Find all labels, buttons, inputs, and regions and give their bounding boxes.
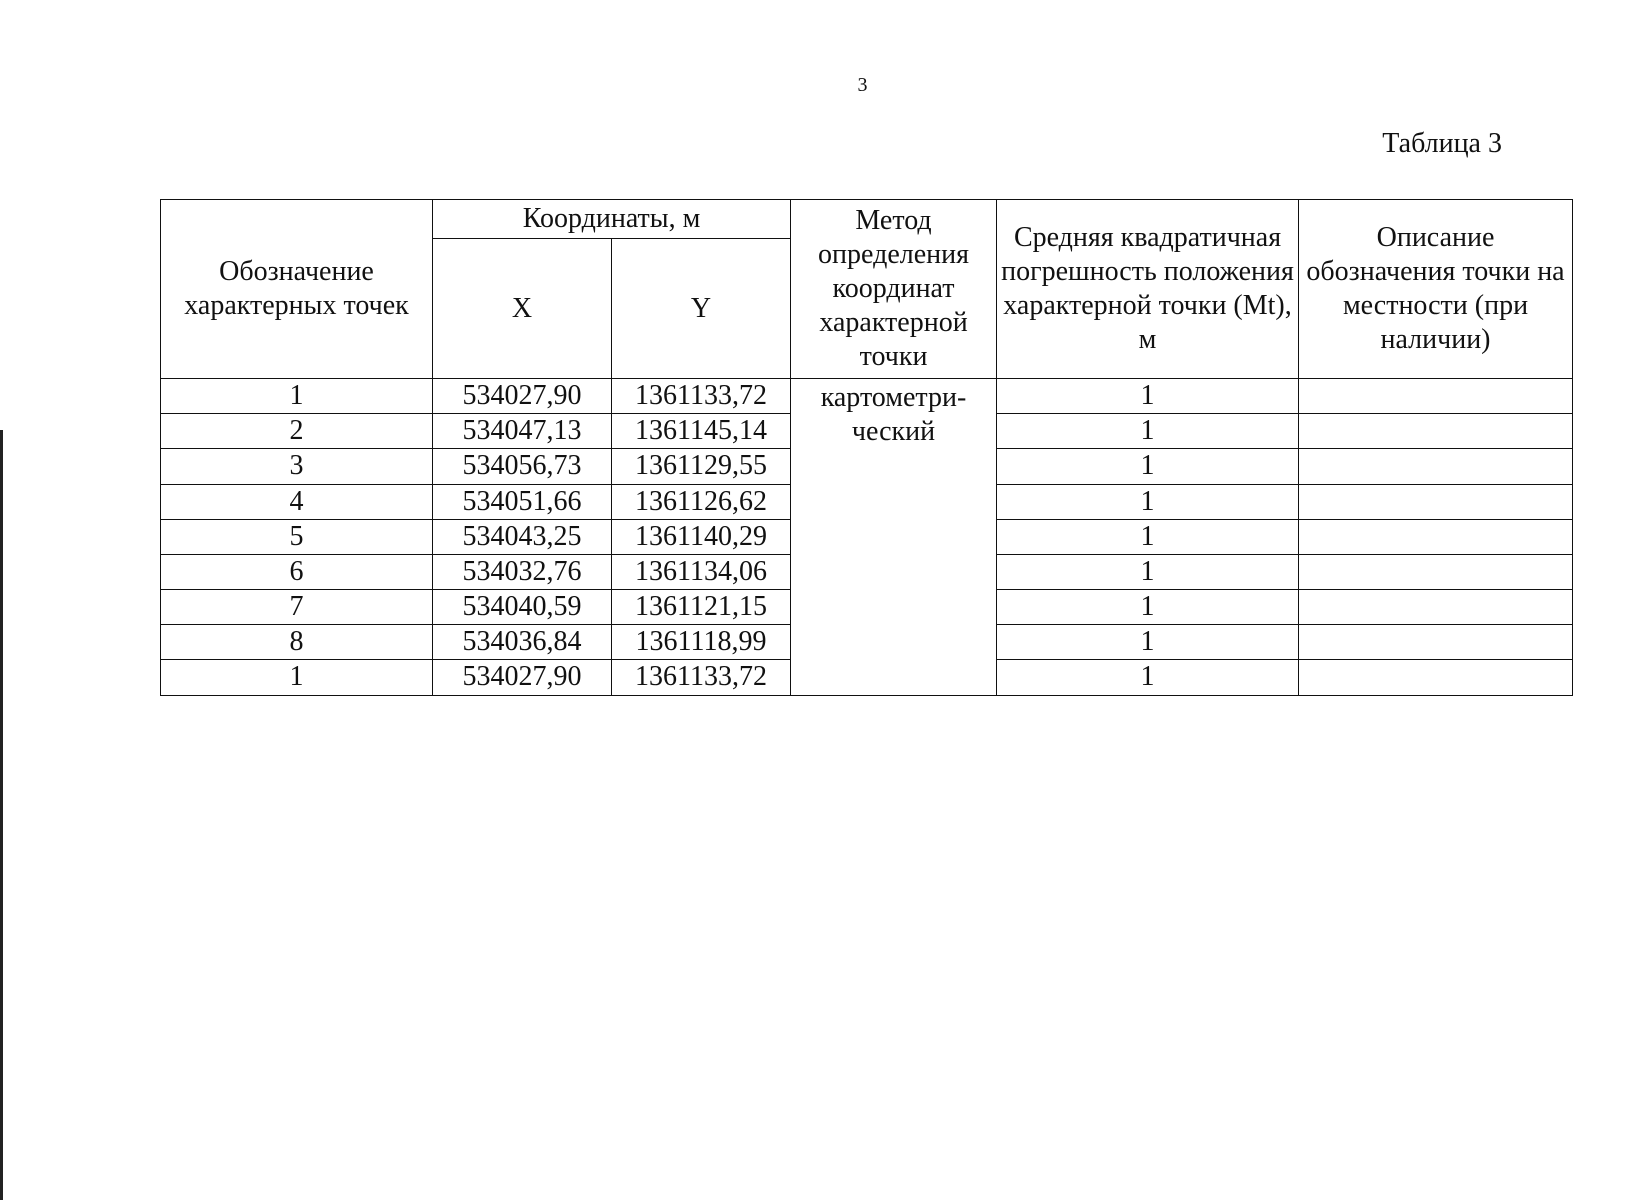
cell-y: 1361140,29 [612, 519, 791, 554]
cell-y: 1361118,99 [612, 625, 791, 660]
cell-error: 1 [997, 519, 1299, 554]
cell-x: 534027,90 [433, 660, 612, 695]
cell-description [1299, 625, 1573, 660]
cell-y: 1361145,14 [612, 414, 791, 449]
cell-description [1299, 379, 1573, 414]
cell-error: 1 [997, 379, 1299, 414]
coordinates-table [160, 199, 1573, 696]
table-row [161, 379, 1573, 414]
header-y: Y [612, 239, 791, 379]
cell-y: 1361133,72 [612, 379, 791, 414]
cell-x: 534043,25 [433, 519, 612, 554]
cell-y: 1361126,62 [612, 484, 791, 519]
cell-description [1299, 554, 1573, 589]
cell-y: 1361129,55 [612, 449, 791, 484]
method-line: картометри- [820, 382, 967, 414]
cell-y: 1361121,15 [612, 590, 791, 625]
cell-x: 534032,76 [433, 554, 612, 589]
header-x: X [433, 239, 612, 379]
cell-error: 1 [997, 554, 1299, 589]
table-header [161, 200, 1573, 379]
method-line: ческий [851, 416, 936, 448]
cell-point: 7 [161, 590, 433, 625]
table-body [161, 379, 1573, 695]
header-description: Описание обозначения точки на местности (при наличии) [1299, 200, 1573, 379]
cell-error: 1 [997, 484, 1299, 519]
cell-method [791, 379, 997, 695]
page-number: 3 [857, 74, 868, 96]
cell-description [1299, 414, 1573, 449]
cell-error: 1 [997, 414, 1299, 449]
header-method: Метод определения координат характерной точки [791, 200, 997, 379]
header-coords: Координаты, м [433, 200, 791, 239]
cell-error: 1 [997, 660, 1299, 695]
cell-description [1299, 660, 1573, 695]
cell-point: 5 [161, 519, 433, 554]
header-point: Обозначение характерных точек [161, 200, 433, 379]
cell-error: 1 [997, 590, 1299, 625]
cell-x: 534027,90 [433, 379, 612, 414]
cell-description [1299, 519, 1573, 554]
cell-x: 534036,84 [433, 625, 612, 660]
cell-error: 1 [997, 625, 1299, 660]
cell-x: 534047,13 [433, 414, 612, 449]
header-error: Средняя квадратичная погрешность положения характерной точки (Mt), м [997, 200, 1299, 379]
scan-edge [0, 430, 3, 1200]
cell-point: 2 [161, 414, 433, 449]
cell-x: 534040,59 [433, 590, 612, 625]
cell-point: 3 [161, 449, 433, 484]
cell-y: 1361134,06 [612, 554, 791, 589]
cell-y: 1361133,72 [612, 660, 791, 695]
cell-point: 8 [161, 625, 433, 660]
cell-point: 1 [161, 660, 433, 695]
table-label: Таблица 3 [1382, 128, 1502, 159]
cell-point: 6 [161, 554, 433, 589]
cell-point: 1 [161, 379, 433, 414]
cell-description [1299, 449, 1573, 484]
cell-description [1299, 484, 1573, 519]
cell-x: 534056,73 [433, 449, 612, 484]
cell-point: 4 [161, 484, 433, 519]
cell-error: 1 [997, 449, 1299, 484]
cell-description [1299, 590, 1573, 625]
cell-x: 534051,66 [433, 484, 612, 519]
